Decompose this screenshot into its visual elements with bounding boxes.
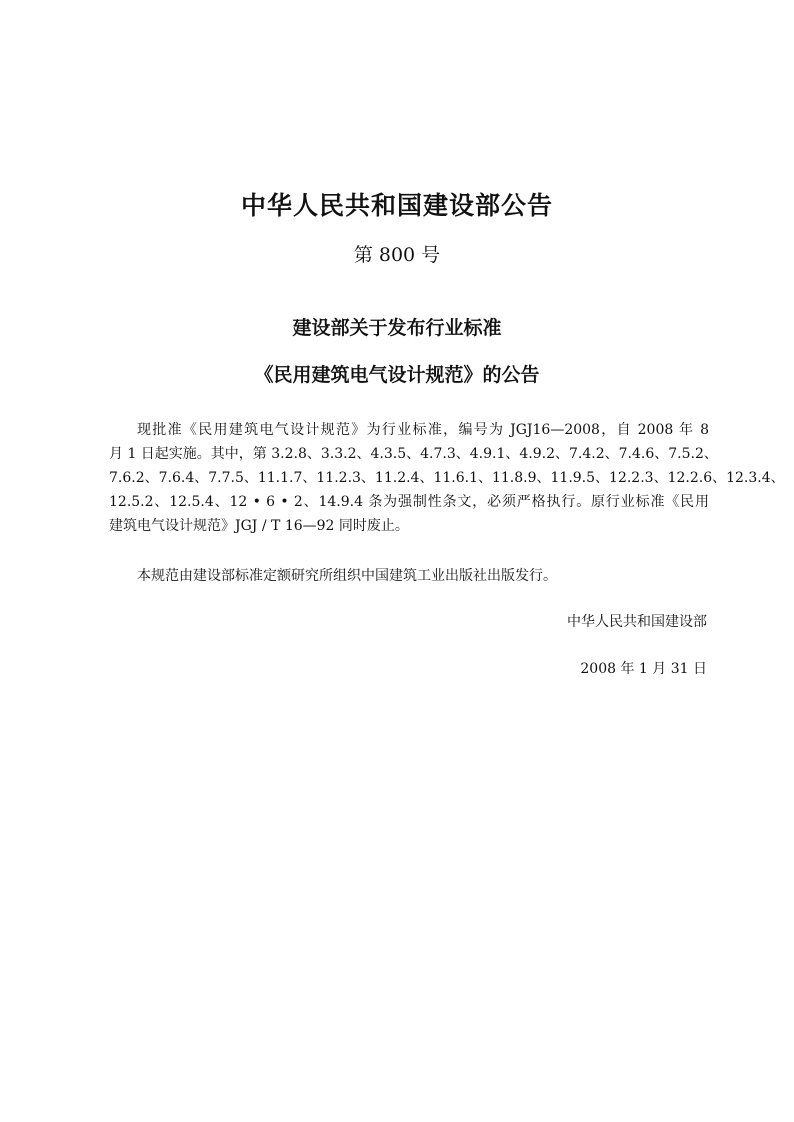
issuer-name: 中华人民共和国建设部 [567,614,707,630]
announcement-body [109,418,785,538]
announcement-title: 中华人民共和国建设部公告 [240,191,553,220]
body-line: 现批准《民用建筑电气设计规范》为行业标准，编号为 JGJ16—2008，自 2008 年 8 [137,422,709,438]
body-line: 建筑电气设计规范》JGJ / T 16—92 同时废止。 [109,518,409,534]
publisher-note: 本规范由建设部标准定额研究所组织中国建筑工业出版社出版发行。 [137,568,557,584]
announcement-number: 第 800 号 [353,244,441,266]
announcement-subtitle-line2: 《民用建筑电气设计规范》的公告 [254,364,540,386]
announcement-subtitle-line1: 建设部关于发布行业标准 [292,317,502,339]
body-line: 12.5.2、12.5.4、12 • 6 • 2、14.9.4 条为强制性条文，必须严格执行。原行业标准《民用 [109,494,709,510]
body-line: 月 1 日起实施。其中，第 3.2.8、3.3.2、4.3.5、4.7.3、4.9.1、4.9.2、7.4.2、7.4.6、7.5.2、 [109,446,718,462]
body-line: 7.6.2、7.6.4、7.7.5、11.1.7、11.2.3、11.2.4、11.6.1、11.8.9、11.9.5、12.2.3、12.2.6、12.3.4、 [109,470,785,486]
issue-date: 2008 年 1 月 31 日 [580,661,707,677]
